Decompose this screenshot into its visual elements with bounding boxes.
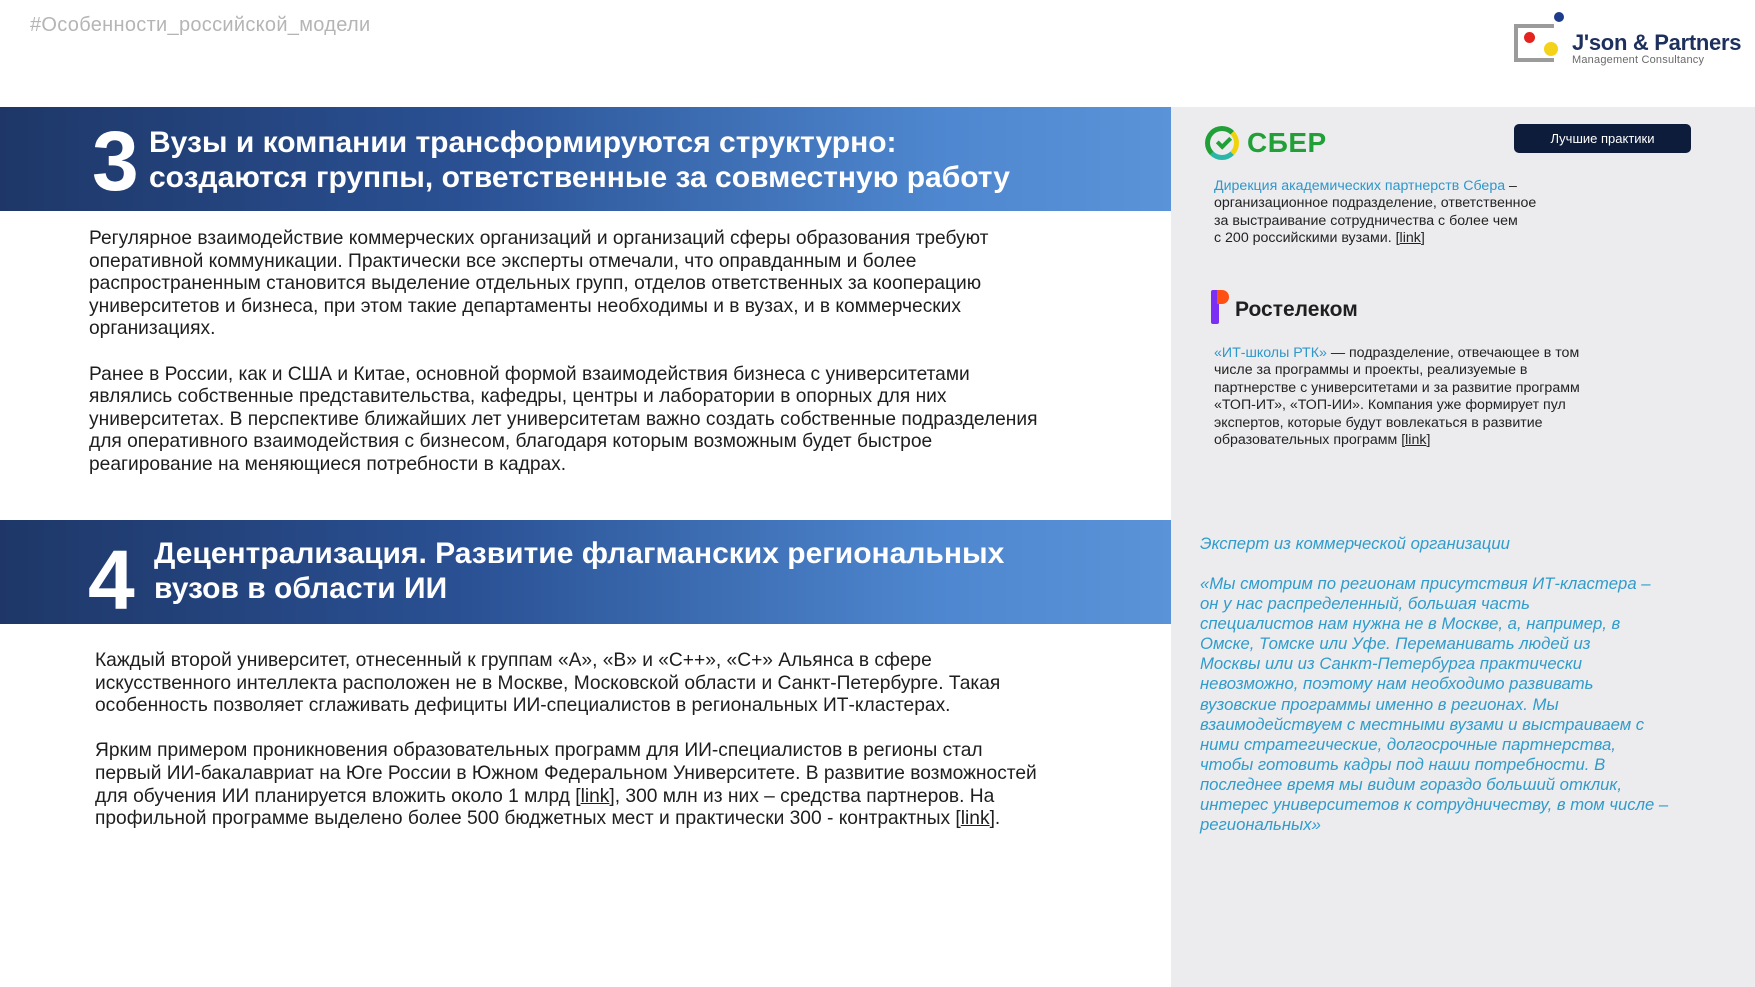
text-line: с 200 российскими вузами. [ [1214,230,1400,247]
text-line: университетов и бизнеса, при этом такие департаменты необходимы и в вузах, и в коммерческих [89,295,961,317]
sber-brand: СБЕР [1247,127,1327,158]
text-line: реагирование на меняющиеся потребности в кадрах. [89,453,567,475]
quote-line: «Мы смотрим по регионам присутствия ИТ-кластера – [1200,574,1651,593]
section-3-paragraph-2 [89,364,1149,477]
text-line: Ранее в России, как и США и Китае, основной формой взаимодействия бизнеса с университетами [89,363,970,385]
quote-line: региональных» [1200,815,1321,835]
text-line: Каждый второй университет, отнесенный к группам «А», «В» и «С++», «С+» Альянса в сфере [95,650,932,671]
quote-author: Эксперт из коммерческой организации [1200,534,1510,553]
text-line: оперативной коммуникации. Практически все эксперты отмечали, что оправданным и более [89,250,917,272]
rostelecom-brand: Ростелеком [1235,298,1358,321]
text-line: организациях. [89,318,216,340]
text-line: ] [1426,432,1431,449]
section-4-number: 4 [88,533,135,627]
section-4-title-line: вузов в области ИИ [154,572,448,605]
rostelecom-mark-icon [1209,288,1233,326]
quote-line: он у нас распределенный, большая часть [1200,594,1530,614]
source-link[interactable]: link [1405,432,1427,449]
logo-subtitle: Management Consultancy [1572,54,1705,66]
text-line: образовательных программ [ [1214,432,1406,449]
text-line: ], 300 млн из них – средства партнеров. На [609,785,995,807]
text-line: профильной программе выделено более 500 бюджетных мест и практически 300 - контрактных [ [95,808,961,830]
text-line: первый ИИ-бакалавриат на Юге России в Южном Федеральном Университете. В развитие возможностей [95,762,1037,784]
source-link[interactable]: link [960,808,990,830]
sber-description [1214,178,1634,248]
section-4-paragraph-2 [95,740,1155,830]
section-4-body [95,650,1155,853]
source-link[interactable]: link [1399,230,1421,247]
section-4-paragraph-1 [95,650,1155,718]
quote-line: чтобы готовить кадры под наши потребности. В [1200,754,1606,774]
section-3-body [89,228,1149,499]
rostelecom-logo [1209,288,1369,328]
text-line: для обучения ИИ планируется вложить около 1 млрд [ [95,785,581,807]
text-line: — подразделение, отвечающее в том [1326,345,1580,361]
section-4-title-line: Децентрализация. Развитие флагманских региональных [154,537,1005,570]
logo-yellow-dot-icon [1544,42,1558,56]
section-3-number: 3 [92,114,139,208]
section-3-title [149,125,1010,195]
section-4-banner [0,520,1171,627]
source-link[interactable]: link [580,785,610,807]
rostelecom-description [1214,345,1654,449]
text-line: Регулярное взаимодействие коммерческих организаций и организаций сферы образования требуют [89,228,989,249]
text-line: для оперативного взаимодействия с бизнесом, благодаря которым возможным будет быстрое [89,431,933,453]
logo-red-dot-icon [1524,32,1535,43]
company-logo [1514,12,1742,68]
logo-blue-dot-icon [1554,12,1564,22]
sber-highlight: Дирекция академических партнерств Сбера [1214,178,1506,194]
hashtag-title: #Особенности_российской_модели [30,14,371,36]
quote-line: специалистов нам нужна не в Москве, а, например, в [1200,614,1621,634]
section-4-title [154,536,1004,606]
section-3-title-line: Вузы и компании трансформируются структурно: [149,126,897,159]
section-3-paragraph-1 [89,228,1149,341]
text-line: за выстраивание сотрудничества с более чем [1214,212,1518,229]
text-line: «ТОП-ИТ», «ТОП-ИИ». Компания уже формирует пул [1214,397,1566,414]
text-line: ]. [989,808,1001,830]
rtk-highlight: «ИТ-школы РТК» [1214,345,1327,361]
text-line: – [1505,178,1517,194]
text-line: экспертов, которые будут вовлекаться в развитие [1214,414,1543,431]
quote-line: последнее время мы видим гораздо больший отклик, [1200,774,1622,794]
text-line: организационное подразделение, ответственное [1214,195,1537,212]
expert-quote [1200,574,1700,835]
quote-line: вузовские программы именно в регионах. Мы [1200,694,1559,714]
quote-line: Москвы или из Санкт-Петербурга практически [1200,654,1583,674]
text-line: ] [1420,230,1425,247]
quote-line: ними стратегические, долгосрочные партнерства, [1200,734,1616,754]
section-3-banner [0,107,1171,211]
text-line: являлись собственные представительства, кафедры, центры и лаборатории в опорных для них [89,386,947,408]
quote-line: взаимодействуем с местными вузами и выстраиваем с [1200,714,1645,734]
quote-line: Омске, Томске или Уфе. Переманивать людей из [1200,634,1591,654]
text-line: партнерстве с университетами и за развитие программ [1214,379,1580,396]
text-line: числе за программы и проекты, реализуемые в [1214,362,1528,379]
text-line: искусственного интеллекта расположен не в Москве, Московской области и Санкт-Петербурге. Такая [95,672,1001,694]
sber-logo [1205,126,1345,160]
section-3-title-line: создаются группы, ответственные за совместную работу [149,161,1010,194]
quote-line: невозможно, поэтому нам необходимо развивать [1200,674,1594,694]
text-line: Ярким примером проникновения образовательных программ для ИИ-специалистов в регионы стал [95,740,983,762]
logo-name: J'son & Partners [1572,30,1742,55]
text-line: университетах. В перспективе ближайших лет университетам важно создать собственные подразделения [89,408,1038,430]
sber-check-icon [1205,126,1239,160]
text-line: распространенным становится выделение отдельных групп, отделов ответственных за кооперацию [89,273,982,295]
best-practices-badge: Лучшие практики [1514,124,1691,153]
text-line: особенность позволяет сглаживать дефициты ИИ-специалистов в региональных ИТ-кластерах. [95,695,951,717]
quote-line: интерес университетов к сотрудничеству, в том числе – [1200,795,1669,815]
